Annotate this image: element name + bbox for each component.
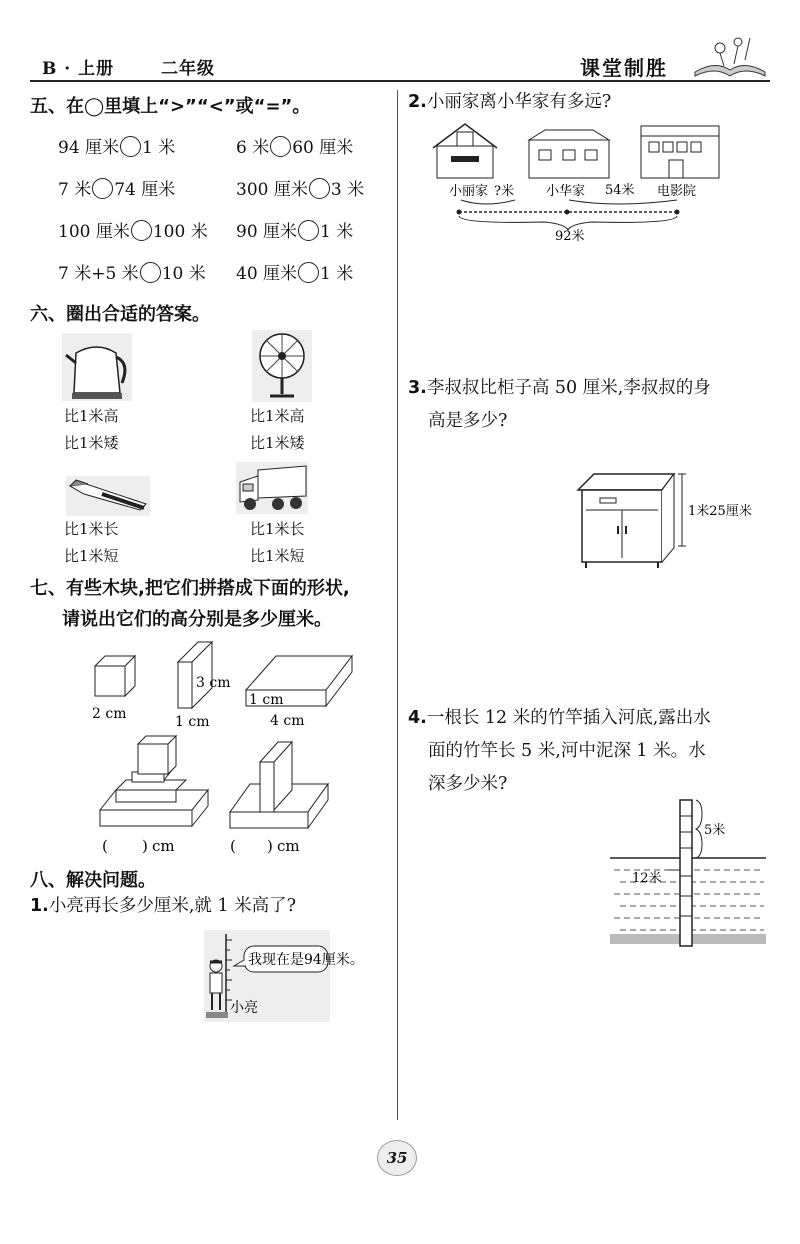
section5-title: 五、在◯里填上“>”“<”或“=”。 — [30, 96, 311, 117]
option-text[interactable]: 比1米长 — [64, 520, 119, 538]
answer-circle[interactable] — [298, 220, 319, 241]
fan-icon — [252, 330, 312, 402]
question-1: 1.小亮再长多少厘米,就 1 米高了? — [30, 896, 297, 916]
column-divider — [397, 90, 398, 1120]
utility-knife-icon — [66, 476, 150, 516]
label-exposed: 5米 — [704, 823, 726, 838]
compare-row: 300 厘米 3 米 — [236, 180, 365, 200]
height-label: 1 cm — [249, 692, 284, 708]
height-label: 3 cm — [196, 675, 231, 691]
section6-title: 六、圈出合适的答案。 — [30, 304, 210, 325]
place-label: 电影院 — [657, 184, 697, 199]
stack-figure-1 — [100, 736, 208, 826]
cube-block — [95, 656, 135, 696]
compare-row: 40 厘米 1 米 — [236, 264, 354, 284]
speech-text: 我现在是94厘米。 — [248, 952, 364, 968]
option-text[interactable]: 比1米高 — [250, 407, 305, 425]
compare-row: 7 米 74 厘米 — [58, 180, 176, 200]
answer-circle[interactable] — [92, 178, 113, 199]
block-label: 4 cm — [270, 713, 305, 729]
place-label: 小华家 — [546, 184, 586, 199]
option-text[interactable]: 比1米高 — [64, 407, 119, 425]
section7-title-line2: 请说出它们的高分别是多少厘米。 — [62, 609, 332, 630]
option-text[interactable]: 比1米长 — [250, 520, 305, 538]
option-text[interactable]: 比1米短 — [250, 547, 305, 565]
label-total: 12米 — [632, 871, 662, 886]
compare-row: 90 厘米 1 米 — [236, 222, 354, 242]
distance-diagram — [425, 122, 735, 246]
kettle-icon — [62, 333, 132, 401]
grade-label: 二年级 — [161, 59, 216, 79]
answer-close: ) — [267, 837, 273, 855]
question-3: 3.李叔叔比柜子高 50 厘米,李叔叔的身 高是多少? — [408, 378, 711, 431]
question-4: 4.一根长 12 米的竹竿插入河底,露出水 面的竹竿长 5 米,河中泥深 1 米。水 深多少米? — [408, 708, 711, 794]
answer-open: ( — [230, 837, 236, 855]
question-2: 2.小丽家离小华家有多远? — [408, 92, 612, 112]
river-figure — [610, 796, 770, 950]
answer-circle[interactable] — [120, 136, 141, 157]
apartment-icon — [529, 130, 609, 178]
xiaoliang-figure — [204, 930, 364, 1022]
answer-circle[interactable] — [298, 262, 319, 283]
book-logo-icon — [690, 30, 770, 78]
block-label: 2 cm — [92, 706, 127, 722]
place-label: 小丽家 — [449, 184, 489, 199]
page-number: 35 — [377, 1140, 417, 1176]
section7-title: 七、有些木块,把它们拼搭成下面的形状, — [30, 578, 350, 599]
compare-row: 7 米+5 米 10 米 — [58, 264, 206, 284]
answer-unit: cm — [277, 837, 300, 855]
block-label: 1 cm — [175, 714, 210, 730]
answer-circle[interactable] — [270, 136, 291, 157]
truck-icon — [236, 462, 308, 514]
cabinet-figure — [574, 468, 774, 570]
option-text[interactable]: 比1米短 — [64, 547, 119, 565]
header-edition — [42, 54, 255, 79]
header-rule — [30, 80, 770, 82]
answer-circle[interactable] — [309, 178, 330, 199]
answer-unit: cm — [152, 837, 175, 855]
compare-row: 6 米 60 厘米 — [236, 138, 354, 158]
option-text[interactable]: 比1米矮 — [250, 434, 305, 452]
compare-row: 94 厘米 1 米 — [58, 138, 176, 158]
brand-title: 课堂制胜 — [580, 56, 668, 80]
option-text[interactable]: 比1米矮 — [64, 434, 119, 452]
total-label: 92米 — [555, 229, 585, 244]
edition-label: B · 上册 — [42, 59, 115, 79]
cinema-icon — [641, 126, 719, 178]
answer-circle[interactable] — [131, 220, 152, 241]
compare-row: 100 厘米 100 米 — [58, 222, 208, 242]
blocks-figure — [80, 640, 370, 860]
distance-label: ?米 — [494, 184, 514, 199]
stack-figure-2 — [230, 742, 328, 828]
distance-label: 54米 — [605, 183, 635, 198]
answer-circle[interactable] — [140, 262, 161, 283]
house-icon — [433, 124, 497, 178]
answer-close: ) — [142, 837, 148, 855]
name-label: 小亮 — [230, 1000, 258, 1016]
answer-open: ( — [102, 837, 108, 855]
section8-title: 八、解决问题。 — [30, 870, 156, 891]
height-label: 1米25厘米 — [688, 504, 752, 519]
